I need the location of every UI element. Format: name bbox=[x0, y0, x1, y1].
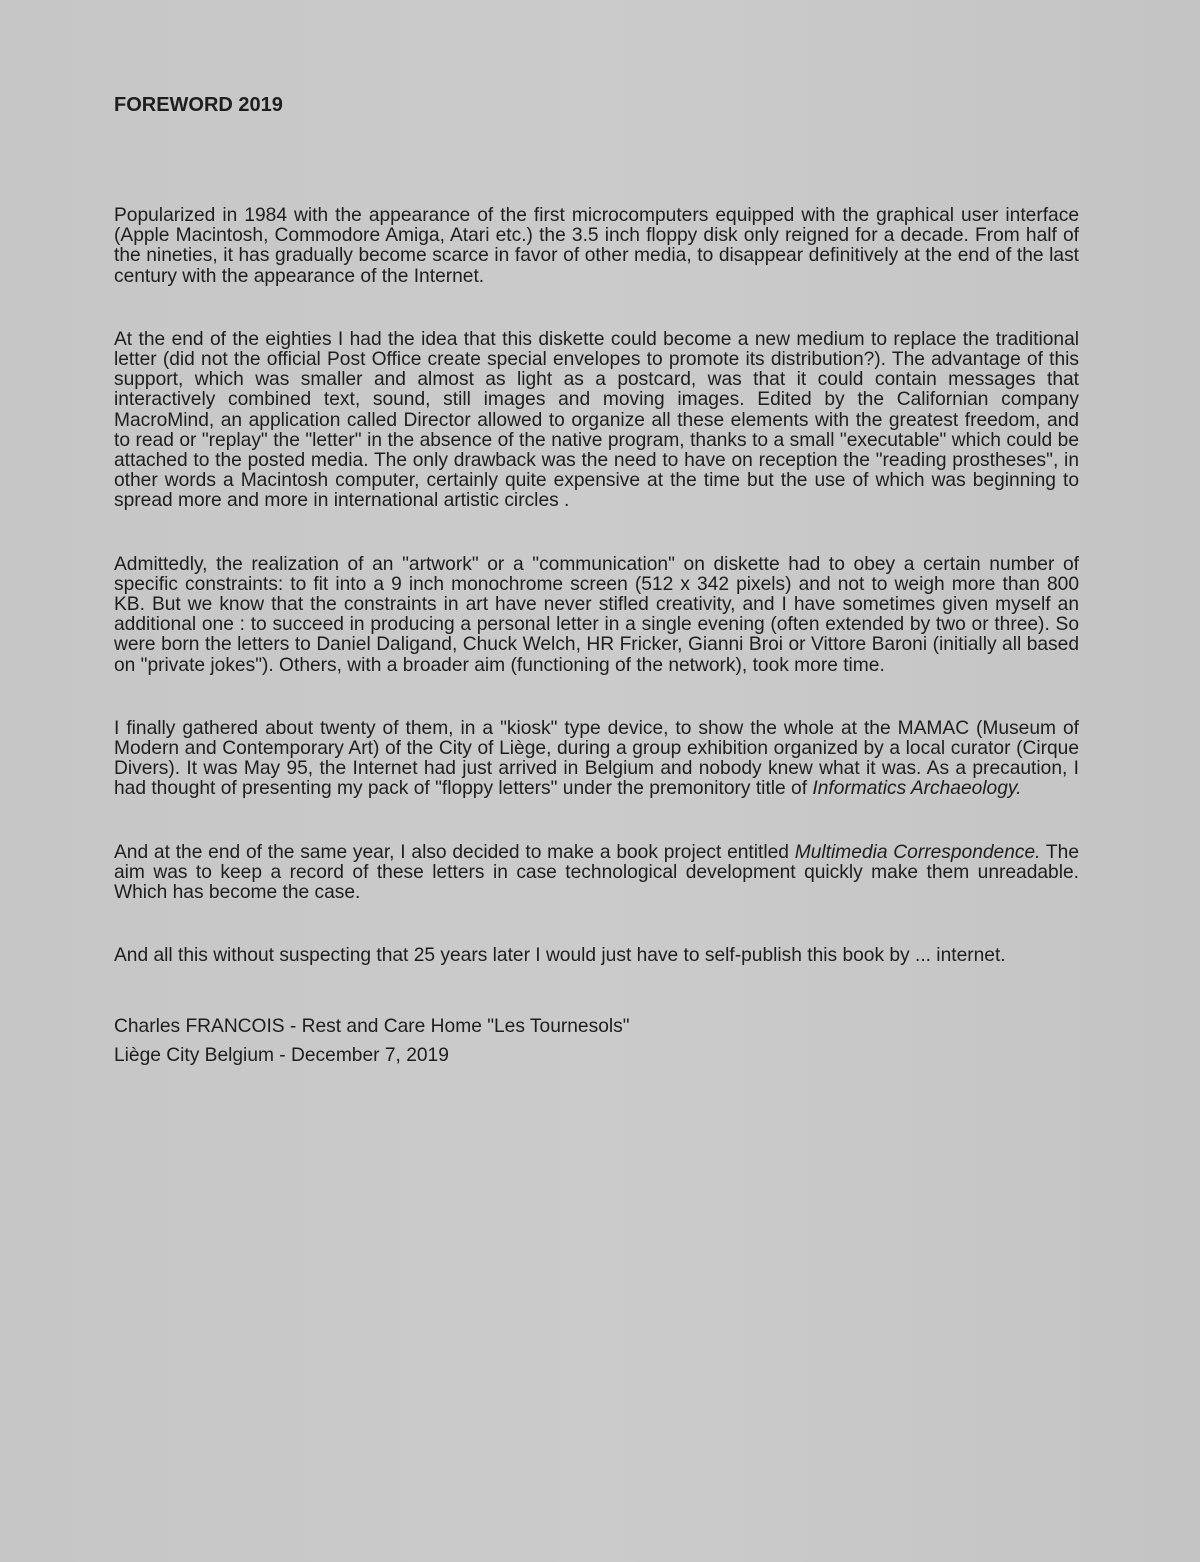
paragraph-2 bbox=[114, 330, 1079, 512]
paragraph-3 bbox=[114, 555, 1079, 676]
paragraph-4 bbox=[114, 719, 1079, 800]
page-title: FOREWORD 2019 bbox=[114, 94, 283, 116]
signature-block bbox=[114, 1012, 1079, 1070]
paragraph-6 bbox=[114, 946, 1079, 966]
paragraph-text: The aim was to keep a record of these letters in case technological development quickly make them unreadable. Which has become the case. bbox=[114, 841, 1079, 904]
paragraph-text: Popularized in 1984 with the appearance of the first microcomputers equipped with the graphical user interface (Apple Macintosh, Commodore Amiga, Atari etc.) the 3.5 inch floppy disk only reigned for a decade. From half of the nineties, it has gradually become scarce in favor of other media, to disappear definitively at the end of the last century with the appearance of the Internet. bbox=[114, 205, 1079, 287]
italic-title-multimedia-correspondence: Multimedia Correspondence. bbox=[794, 841, 1041, 863]
paragraph-1 bbox=[114, 206, 1079, 287]
paragraph-5 bbox=[114, 843, 1079, 904]
paragraph-text: Admittedly, the realization of an "artwork" or a "communication" on diskette had to obey a certain number of specific constraints: to fit into a 9 inch monochrome screen (512 x 342 pixels) and not to weigh more than 800 KB. But we know that the constraints in art have never stifled creativity, and I have sometimes given myself an additional one : to succeed in producing a personal letter in a single evening (often extended by two or three). So were born the letters to Daniel Daligand, Chuck Welch, HR Fricker, Gianni Broi or Vittore Baroni (initially all based on "private jokes"). Others, with a broader aim (functioning of the network), took more time. bbox=[114, 553, 1079, 676]
signature-place-date: Liège City Belgium - December 7, 2019 bbox=[114, 1045, 449, 1067]
paragraph-text: And all this without suspecting that 25 years later I would just have to self-publish this book by ... internet. bbox=[114, 945, 1006, 967]
signature-author: Charles FRANCOIS - Rest and Care Home "Les Tournesols" bbox=[114, 1016, 630, 1038]
paragraph-text: I finally gathered about twenty of them, in a "kiosk" type device, to show the whole at the MAMAC (Museum of Modern and Contemporary Art) of the City of Liège, during a group exhibition organized by a local curator (Cirque Divers). It was May 95, the Internet had just arrived in Belgium and nobody knew what it was. As a precaution, I had thought of presenting my pack of "floppy letters" under the premonitory title of bbox=[114, 717, 1079, 800]
foreword-body bbox=[114, 206, 1079, 1070]
paragraph-text: At the end of the eighties I had the idea that this diskette could become a new medium to replace the traditional letter (did not the official Post Office create special envelopes to promote its distribution?). The advantage of this support, which was smaller and almost as light as a postcard, was that it could contain messages that interactively combined text, sound, still images and moving images. Edited by the Californian company MacroMind, an application called Director allowed to organize all these elements with the greatest freedom, and to read or "replay" the "letter" in the absence of the native program, thanks to a small "executable" which could be attached to the posted media. The only drawback was the need to have on reception the "reading prostheses", in other words a Macintosh computer, certainly quite expensive at the time but the use of which was beginning to spread more and more in international artistic circles . bbox=[114, 328, 1079, 512]
italic-title-informatics-archaeology: Informatics Archaeology. bbox=[812, 778, 1022, 800]
paragraph-text: And at the end of the same year, I also decided to make a book project entitled bbox=[114, 841, 795, 863]
